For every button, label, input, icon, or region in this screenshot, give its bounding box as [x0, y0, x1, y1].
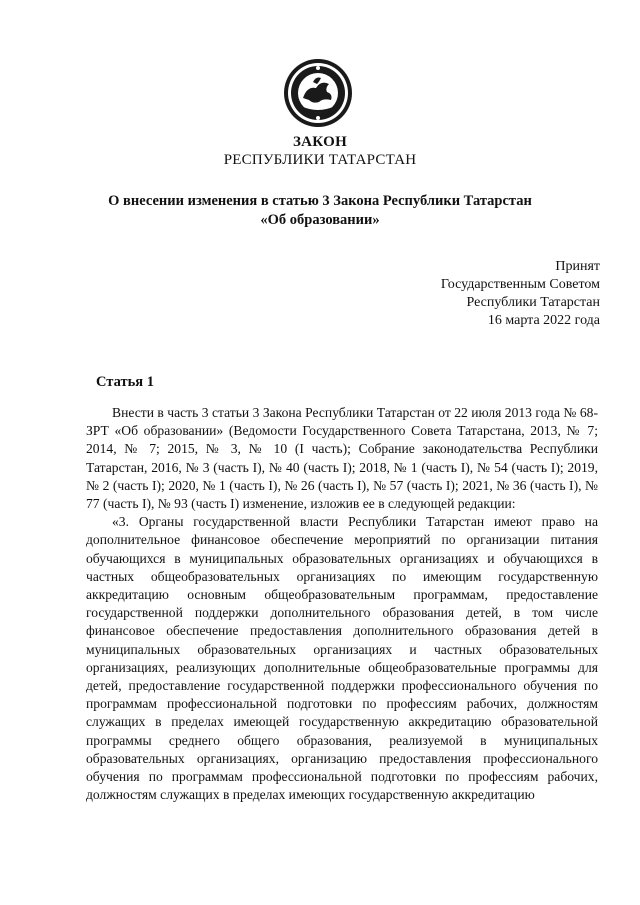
law-heading-line: «Об образовании» [260, 212, 380, 228]
adoption-line: Принят [555, 259, 600, 274]
law-heading-line: О внесении изменения в статью 3 Закона Республики Татарстан [108, 193, 532, 209]
law-title: ЗАКОН [292, 134, 348, 150]
body-paragraph [86, 404, 598, 513]
adoption-line: Республики Татарстан [466, 295, 600, 310]
paragraph-text: «3. Органы государственной власти Республики Татарстан имеют право на дополнительное финансовое обеспечение мероприятий по организации питания обучающихся в муниципальных образовательных организациях и обучающихся в частных общеобразовательных организациях по имеющим государственную аккредитацию основным общеобразовательным программам, предоставление государственной поддержки дополнительного образования детей, в том числе финансовое обеспечение предоставления дополнительного образования детей в муниципальных образовательных организациях и частных образовательных организациях, реализующих дополнительные общеобразовательные программы для детей, предоставление государственной поддержки профессионального обучения по программам профессиональной подготовки по профессиям рабочих, должностям служащих в пределах имеющей государственную аккредитацию образовательной программы среднего общего образования, реализуемой в муниципальных образовательных организациях, организацию предоставления профессионального обучения по программам профессиональной подготовки по профессиям рабочих, должностям служащих в пределах имеющих государственную аккредитацию [86, 514, 598, 803]
adoption-block [441, 258, 600, 330]
body-paragraph [86, 513, 598, 804]
coat-of-arms-icon [283, 58, 353, 128]
law-heading [60, 192, 580, 230]
paragraph-text: Внести в часть 3 статьи 3 Закона Республики Татарстан от 22 июля 2013 года № 68-ЗРТ «Об образовании» (Ведомости Государственного Совета Татарстана, 2013, № 7; 2014, № 7; 2015, № 3, № 10 (I часть); Собрание законодательства Республики Татарстан, 2016, № 3 (часть I), № 40 (часть I); 2018, № 1 (часть I), № 54 (часть I); 2019, № 2 (часть I); 2020, № 1 (часть I), № 26 (часть I), № 57 (часть I); 2021, № 36 (часть I), № 77 (часть I), № 93 (часть I) изменение, изложив ее в следующей редакции: [86, 405, 598, 512]
article-body [86, 404, 598, 804]
article-title: Статья 1 [96, 374, 154, 390]
law-subtitle: РЕСПУБЛИКИ ТАТАРСТАН [223, 152, 417, 168]
adoption-line: Государственным Советом [440, 277, 600, 292]
adoption-date: 16 марта 2022 года [487, 313, 600, 328]
